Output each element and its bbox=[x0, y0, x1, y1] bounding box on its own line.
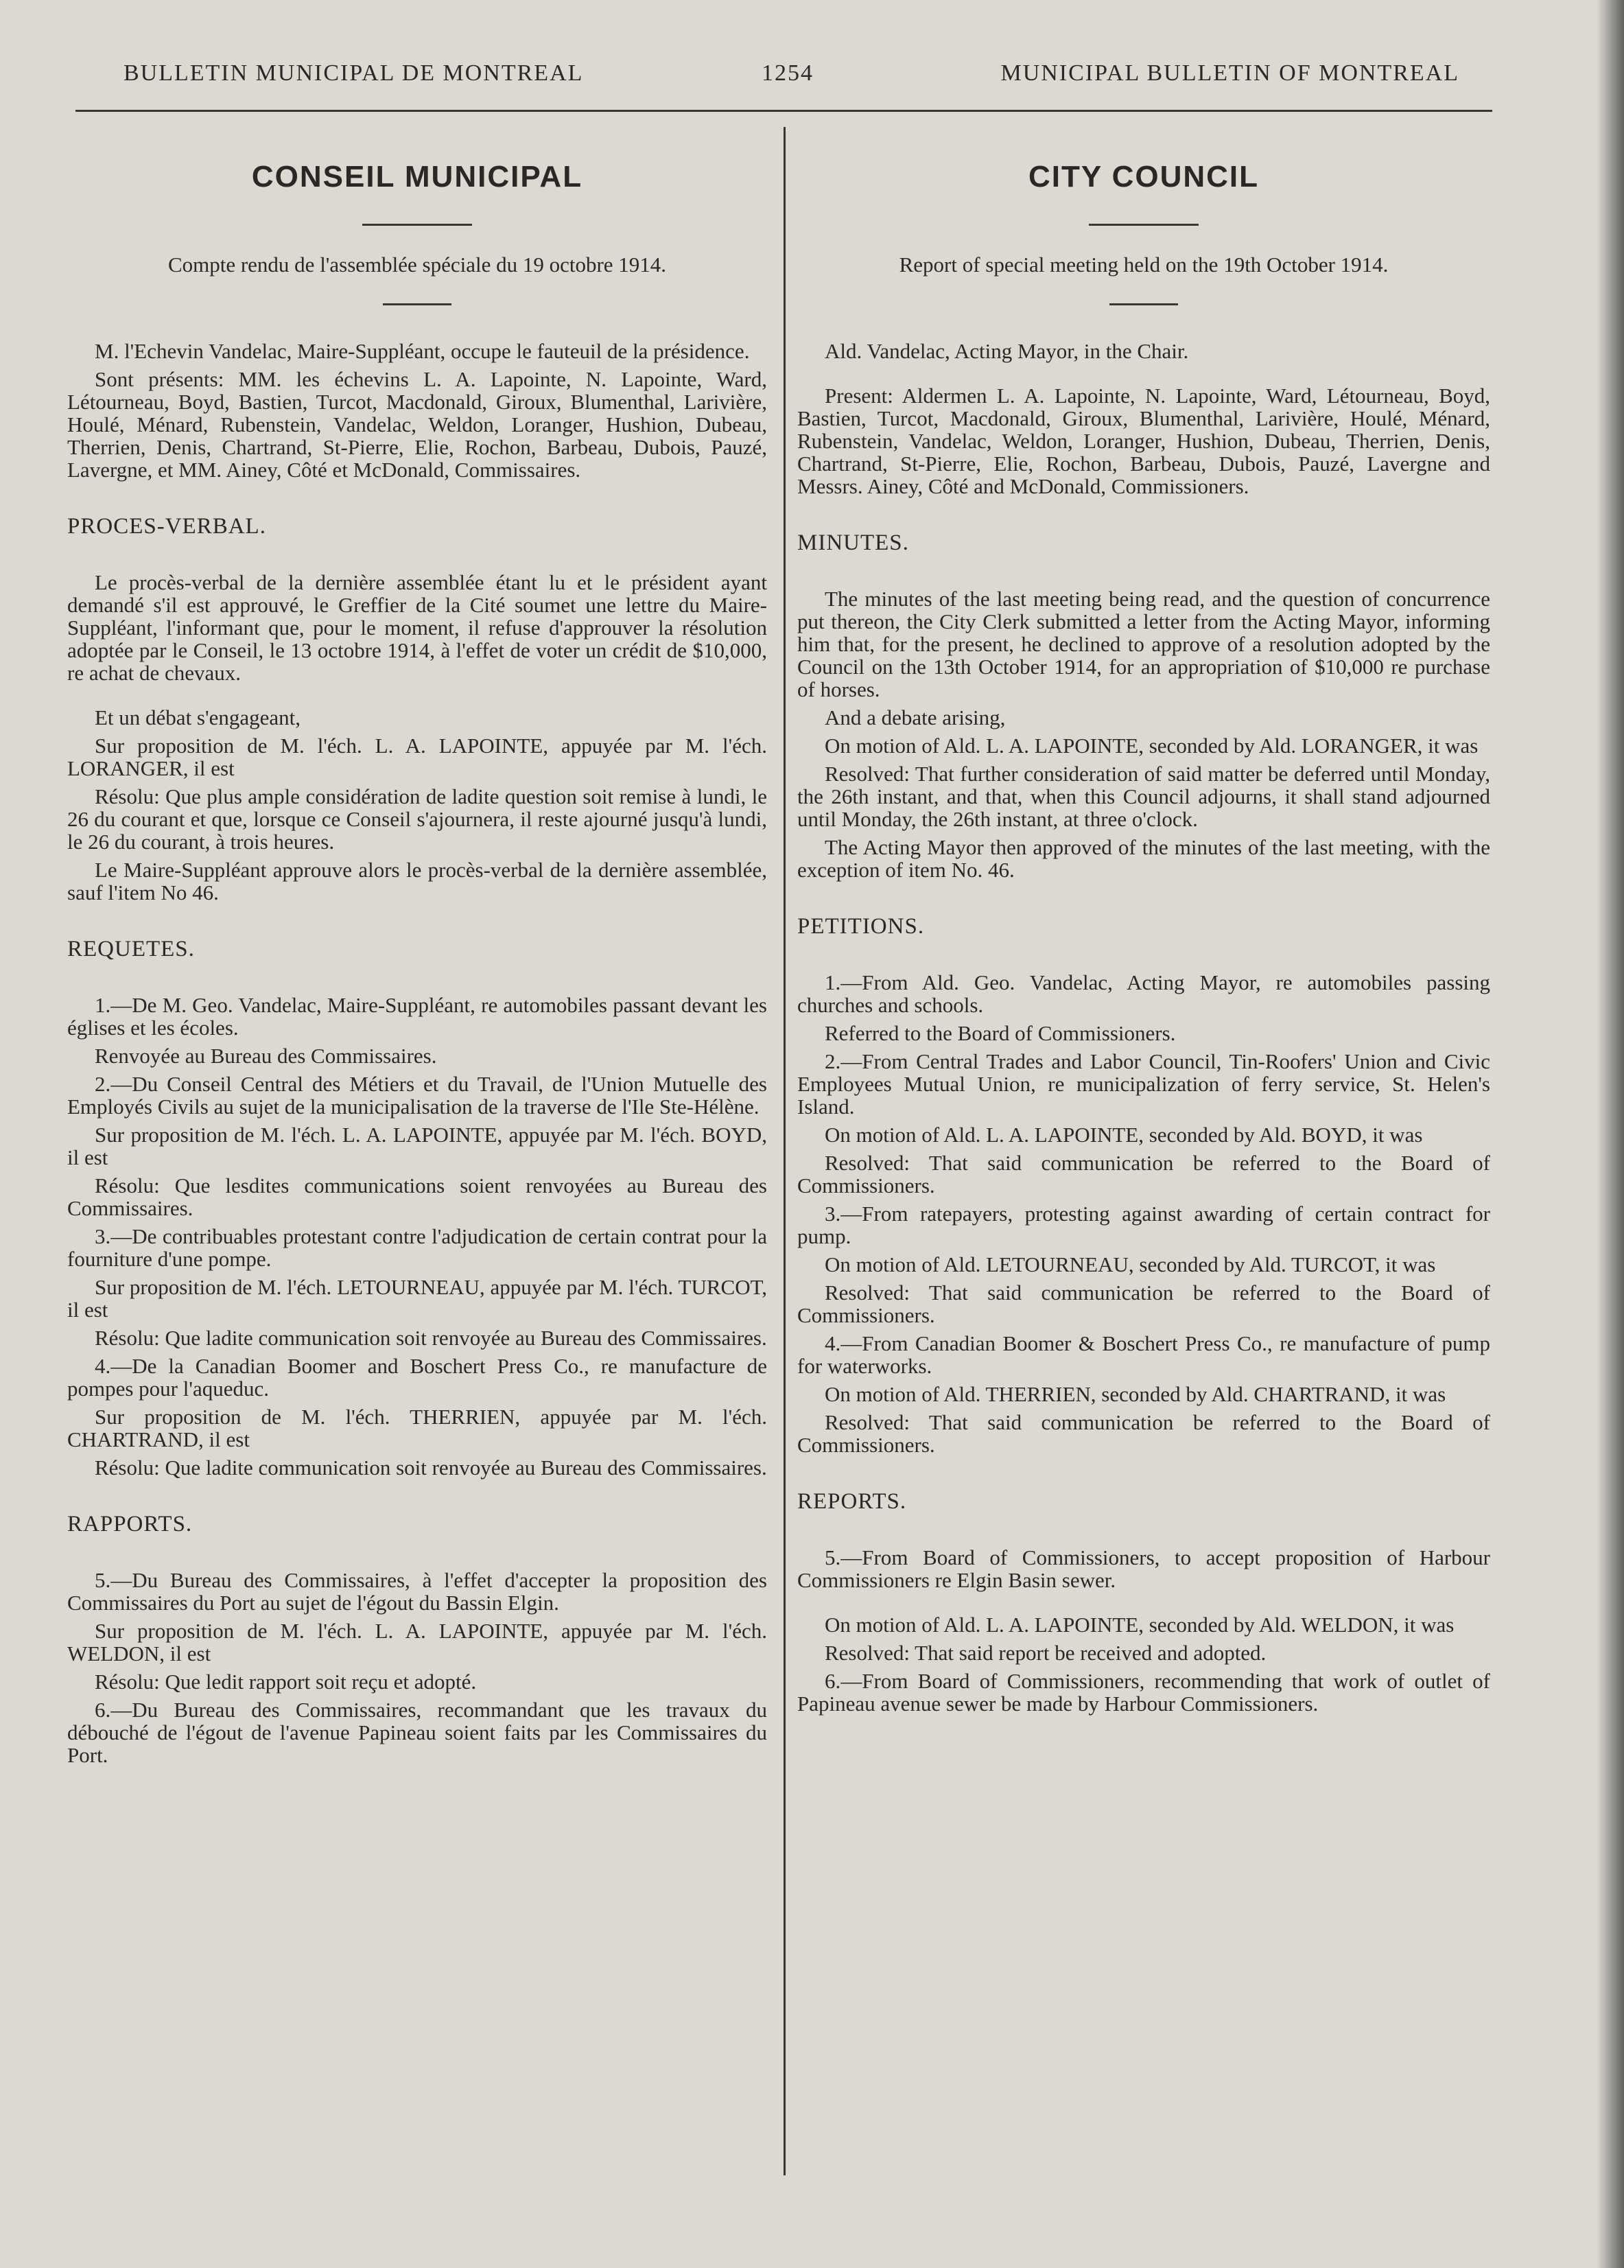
chair-paragraph: Ald. Vandelac, Acting Mayor, in the Chair. bbox=[825, 339, 1189, 363]
petition-resolution: Resolved: That said communication be referred to the Board of Commissioners. bbox=[797, 1281, 1490, 1327]
subtitle-rule bbox=[1109, 303, 1178, 305]
petition-resolution: Résolu: Que ladite communication soit renvoyée au Bureau des Commissaires. bbox=[95, 1326, 767, 1350]
petition-item: 4.—De la Canadian Boomer and Boschert Press Co., re manufacture de pompes pour l'aqueduc. bbox=[67, 1354, 767, 1401]
reports-heading: RAPPORTS. bbox=[67, 1512, 193, 1536]
title-rule bbox=[362, 224, 472, 226]
petitions-heading: REQUETES. bbox=[67, 937, 195, 961]
running-header bbox=[123, 60, 1459, 95]
petition-resolution: Résolu: Que lesdites communications soient renvoyées au Bureau des Commissaires. bbox=[67, 1173, 767, 1220]
petition-motion: On motion of Ald. LETOURNEAU, seconded by Ald. TURCOT, it was bbox=[825, 1252, 1436, 1276]
present-paragraph: Sont présents: MM. les échevins L. A. Lapointe, N. Lapointe, Ward, Létourneau, Boyd, Bastien, Turcot, Macdonald, Giroux, Blumenthal, Larivière, Houlé, Ménard, Rubenstein, Vandelac, Weldon, Loranger, Hushion, Dubeau, Therrien, Denis, Chartrand, St-Pierre, Elie, Rochon, Barbeau, Dubois, Pauzé, Lavergne, et MM. Ainey, Côté et McDonald, Commissaires. bbox=[67, 367, 767, 482]
minutes-paragraph: Resolved: That further consideration of said matter be deferred until Monday, the 26th instant, and that, when this Council adjourns, it shall stand adjourned until Monday, the 26th instant, at three o'clock. bbox=[797, 762, 1490, 831]
minutes-paragraph: Résolu: Que plus ample considération de ladite question soit remise à lundi, le 26 du courant et que, lorsque ce Conseil s'ajournera, il reste ajourné jusqu'à lundi, le 26 du courant, à trois heures. bbox=[67, 784, 767, 854]
french-title: CONSEIL MUNICIPAL bbox=[251, 160, 583, 194]
report-motion: Sur proposition de M. l'éch. L. A. LAPOINTE, appuyée par M. l'éch. WELDON, il est bbox=[67, 1619, 767, 1665]
report-item: 5.—From Board of Commissioners, to accept proposition of Harbour Commissioners re Elgin Basin sewer. bbox=[797, 1545, 1490, 1592]
petitions-heading: PETITIONS. bbox=[797, 914, 925, 939]
petition-motion: Sur proposition de M. l'éch. THERRIEN, appuyée par M. l'éch. CHARTRAND, il est bbox=[67, 1405, 767, 1451]
subtitle-rule bbox=[383, 303, 451, 305]
petition-resolution: Résolu: Que ladite communication soit renvoyée au Bureau des Commissaires. bbox=[95, 1456, 767, 1480]
column-divider bbox=[784, 127, 786, 2175]
petition-item: 3.—De contribuables protestant contre l'adjudication de certain contrat pour la fourniture d'une pompe. bbox=[67, 1224, 767, 1271]
petition-item: 2.—Du Conseil Central des Métiers et du Travail, de l'Union Mutuelle des Employés Civils au sujet de la municipalisation de la traverse de l'Ile Ste-Hélène. bbox=[67, 1072, 767, 1119]
english-subtitle: Report of special meeting held on the 19th October 1914. bbox=[899, 253, 1389, 277]
minutes-heading: MINUTES. bbox=[797, 530, 909, 555]
petition-motion: On motion of Ald. THERRIEN, seconded by Ald. CHARTRAND, it was bbox=[825, 1382, 1446, 1406]
report-resolution: Resolved: That said report be received and adopted. bbox=[825, 1641, 1267, 1665]
spacer bbox=[797, 1597, 1490, 1613]
minutes-paragraph: And a debate arising, bbox=[825, 705, 1006, 729]
petition-item: 1.—De M. Geo. Vandelac, Maire-Suppléant, re automobiles passant devant les églises et les écoles. bbox=[67, 993, 767, 1040]
minutes-paragraph: On motion of Ald. L. A. LAPOINTE, seconded by Ald. LORANGER, it was bbox=[825, 734, 1479, 758]
petition-item: 2.—From Central Trades and Labor Council, Tin-Roofers' Union and Civic Employees Mutual Union, re municipalization of ferry service, St. Helen's Island. bbox=[797, 1049, 1490, 1119]
spacer bbox=[797, 368, 1490, 384]
minutes-paragraph: The minutes of the last meeting being read, and the question of concurrence put thereon, the City Clerk submitted a letter from the Acting Mayor, informing him that, for the present, he declined to approve of a resolution adopted by the Council on the 13th October 1914, for an appropriation of $10,000 re purchase of horses. bbox=[797, 587, 1490, 701]
title-rule bbox=[1089, 224, 1199, 226]
report-item: 5.—Du Bureau des Commissaires, à l'effet d'accepter la proposition des Commissaires du Port au sujet de l'égout du Bassin Elgin. bbox=[67, 1568, 767, 1615]
petition-motion: On motion of Ald. L. A. LAPOINTE, seconded by Ald. BOYD, it was bbox=[825, 1123, 1423, 1147]
page-number: 1254 bbox=[762, 60, 814, 86]
minutes-paragraph: Le Maire-Suppléant approuve alors le procès-verbal de la dernière assemblée, sauf l'item No 46. bbox=[67, 858, 767, 904]
page-edge-shadow bbox=[1597, 0, 1624, 2268]
report-resolution: Résolu: Que ledit rapport soit reçu et adopté. bbox=[95, 1670, 477, 1694]
petition-resolution: Resolved: That said communication be referred to the Board of Commissioners. bbox=[797, 1151, 1490, 1197]
petition-item: 4.—From Canadian Boomer & Boschert Press Co., re manufacture of pump for waterworks. bbox=[797, 1331, 1490, 1378]
minutes-paragraph: Et un débat s'engageant, bbox=[95, 705, 301, 729]
header-left-title: BULLETIN MUNICIPAL DE MONTREAL bbox=[123, 60, 584, 86]
minutes-heading: PROCES-VERBAL. bbox=[67, 514, 266, 539]
petition-resolution: Referred to the Board of Commissioners. bbox=[825, 1021, 1176, 1045]
header-rule bbox=[75, 110, 1492, 112]
petition-resolution: Resolved: That said communication be referred to the Board of Commissioners. bbox=[797, 1410, 1490, 1457]
reports-heading: REPORTS. bbox=[797, 1489, 907, 1514]
petition-resolution: Renvoyée au Bureau des Commissaires. bbox=[95, 1044, 437, 1068]
french-subtitle: Compte rendu de l'assemblée spéciale du 19 octobre 1914. bbox=[167, 253, 667, 277]
spacer bbox=[67, 690, 767, 706]
petition-item: 3.—From ratepayers, protesting against awarding of certain contract for pump. bbox=[797, 1202, 1490, 1248]
french-column bbox=[67, 158, 767, 1772]
report-motion: On motion of Ald. L. A. LAPOINTE, seconded by Ald. WELDON, it was bbox=[825, 1613, 1455, 1637]
english-title: CITY COUNCIL bbox=[1028, 160, 1260, 194]
report-item: 6.—Du Bureau des Commissaires, recommandant que les travaux du débouché de l'égout de l'avenue Papineau soient faits par les Commissaires du Port. bbox=[67, 1698, 767, 1767]
minutes-paragraph: Sur proposition de M. l'éch. L. A. LAPOINTE, appuyée par M. l'éch. LORANGER, il est bbox=[67, 734, 767, 780]
petition-motion: Sur proposition de M. l'éch. LETOURNEAU, appuyée par M. l'éch. TURCOT, il est bbox=[67, 1275, 767, 1322]
chair-paragraph: M. l'Echevin Vandelac, Maire-Suppléant, occupe le fauteuil de la présidence. bbox=[95, 339, 750, 363]
report-item: 6.—From Board of Commissioners, recommending that work of outlet of Papineau avenue sewer be made by Harbour Commissioners. bbox=[797, 1669, 1490, 1716]
petition-motion: Sur proposition de M. l'éch. L. A. LAPOINTE, appuyée par M. l'éch. BOYD, il est bbox=[67, 1123, 767, 1169]
english-column bbox=[797, 158, 1490, 1720]
minutes-paragraph: The Acting Mayor then approved of the minutes of the last meeting, with the exception of item No. 46. bbox=[797, 835, 1490, 882]
petition-item: 1.—From Ald. Geo. Vandelac, Acting Mayor, re automobiles passing churches and schools. bbox=[797, 970, 1490, 1017]
header-right-title: MUNICIPAL BULLETIN OF MONTREAL bbox=[1000, 60, 1459, 86]
present-paragraph: Present: Aldermen L. A. Lapointe, N. Lapointe, Ward, Létourneau, Boyd, Bastien, Turcot, Macdonald, Giroux, Blumenthal, Larivière, Houlé, Ménard, Rubenstein, Vandelac, Weldon, Loranger, Hushion, Dubeau, Therrien, Denis, Chartrand, St-Pierre, Elie, Rochon, Barbeau, Dubois, Pauzé, Lavergne and Messrs. Ainey, Côté and McDonald, Commissioners. bbox=[797, 384, 1490, 498]
minutes-paragraph: Le procès-verbal de la dernière assemblée étant lu et le président ayant demandé s'il est approuvé, le Greffier de la Cité soumet une lettre du Maire-Suppléant, l'informant que, pour le moment, il refuse d'approuver la résolution adoptée par le Conseil, le 13 octobre 1914, à l'effet de voter un crédit de $10,000, re achat de chevaux. bbox=[67, 570, 767, 685]
